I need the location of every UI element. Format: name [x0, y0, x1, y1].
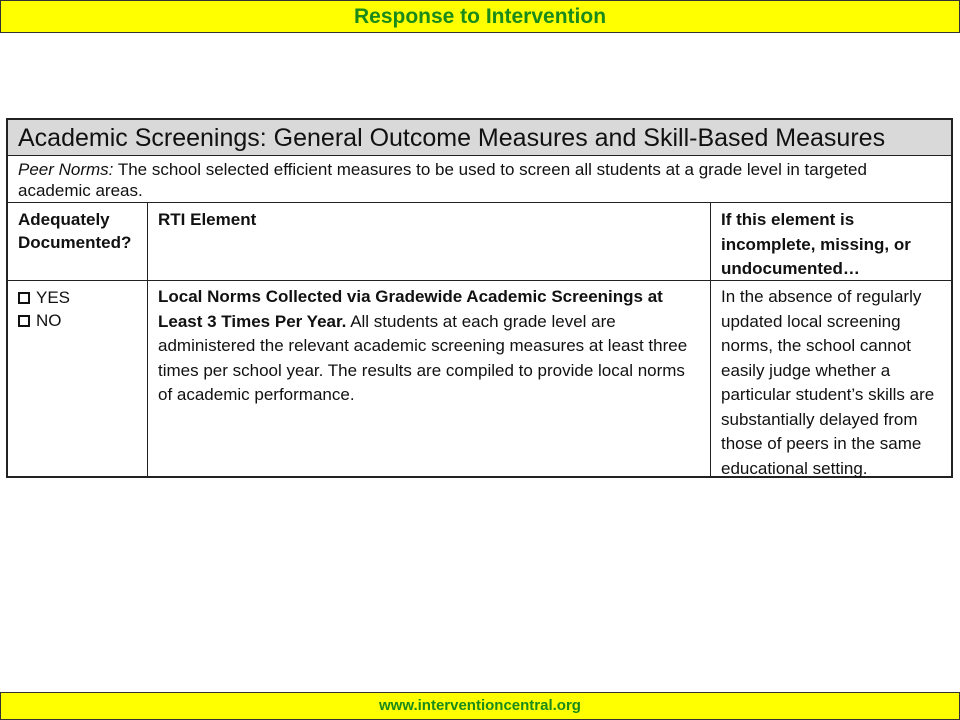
header-banner — [0, 0, 960, 33]
rti-element-name: Local Norms Collected via Gradewide Academic Screenings at Least 3 Times Per Year. — [158, 287, 663, 331]
footer-url[interactable]: www.interventioncentral.org — [379, 697, 581, 714]
description-lead: Peer Norms: — [18, 160, 114, 179]
consequence-text: In the absence of regularly updated local screening norms, the school cannot easily judge whether a particular student’s skills are substantially delayed from those of peers in the same educational setting. — [721, 287, 935, 478]
description-text: The school selected efficient measures to be used to screen all students at a grade level in targeted academic areas. — [18, 160, 867, 200]
table-description — [8, 156, 951, 203]
rti-element-details: All students at each grade level are administered the relevant academic screening measures at least three times per school year. The results are compiled to provide local norms of academic performance. — [158, 311, 688, 404]
footer-banner — [0, 692, 960, 720]
header-adequately-documented: Adequately Documented? — [18, 210, 132, 252]
documentation-checkboxes — [8, 283, 147, 335]
checkbox-icon[interactable] — [18, 292, 30, 304]
checkbox-icon[interactable] — [18, 315, 30, 327]
no-checkbox[interactable] — [18, 309, 137, 332]
rti-element-table — [6, 118, 953, 478]
header-rti-element: RTI Element — [158, 210, 257, 229]
no-label: NO — [36, 311, 62, 330]
yes-label: YES — [36, 288, 71, 307]
rti-element-description — [148, 282, 708, 411]
table-title: Academic Screenings: General Outcome Measures and Skill-Based Measures — [8, 120, 951, 156]
header-if-incomplete: If this element is incomplete, missing, or undocumented… — [721, 210, 911, 278]
yes-checkbox[interactable] — [18, 286, 137, 309]
header-title: Response to Intervention — [353, 5, 607, 28]
